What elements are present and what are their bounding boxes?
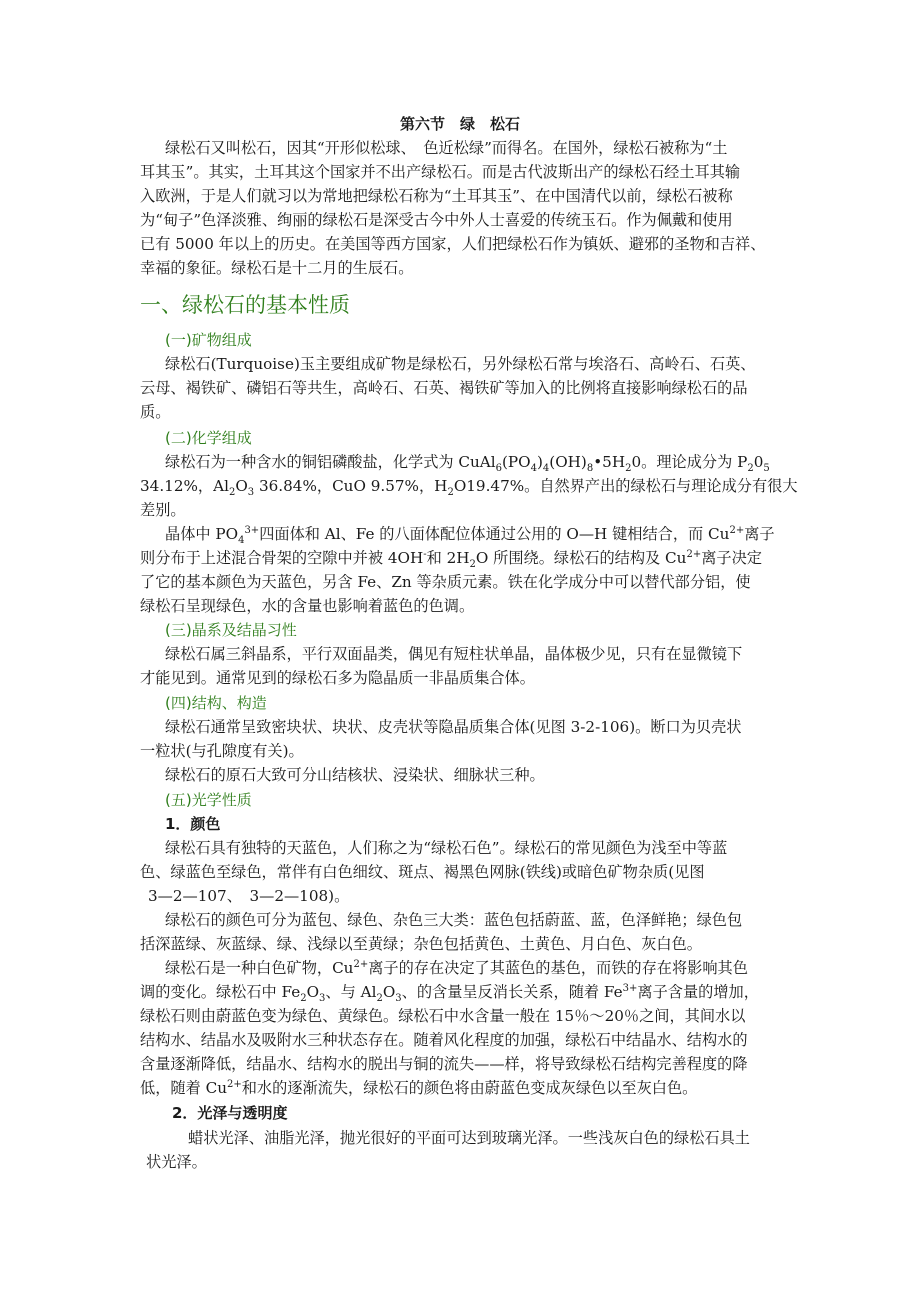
body-line: 绿松石的颜色可分为蓝包、绿色、杂色三大类：蓝色包括蔚蓝、蓝，色泽鲜艳；绿色包: [165, 911, 743, 929]
body-line: 色、绿蓝色至绿色，常伴有白色细纹、斑点、褐黑色网脉(铁线)或暗色矿物杂质(见图: [140, 863, 705, 881]
formula-line: 绿松石为一种含水的铜铝磷酸盐，化学式为 $CuAl_6(PO_4)_4(OH)_8•5H_20$。理论成分为 $P_20_5$: [165, 453, 770, 475]
body-line: 才能见到。通常见到的绿松石多为隐晶质一非晶质集合体。: [140, 669, 535, 687]
body-line: 绿松石(Turquoise)玉主要组成矿物是绿松石，另外绿松石常与埃洛石、高岭石、石英、: [165, 355, 756, 373]
body-line: 差别。: [140, 501, 186, 519]
body-line: 云母、褐铁矿、磷铝石等共生，高岭石、石英、褐铁矿等加入的比例将直接影响绿松石的品: [140, 379, 748, 397]
item-title-luster: 2．光泽与透明度: [172, 1104, 288, 1122]
body-line: 一粒状(与孔隙度有关)。: [140, 742, 304, 760]
subsection-title: (一)矿物组成: [165, 331, 252, 349]
body-line: 绿松石通常呈致密块状、块状、皮壳状等隐晶质集合体(见图 3-2-106)。断口为贝壳状: [165, 718, 742, 736]
body-line: 绿松石具有独特的天蓝色，人们称之为“绿松石色”。绿松石的常见颜色为浅至中等蓝: [165, 839, 728, 857]
subsection-title: (五)光学性质: [165, 791, 252, 809]
intro-line: 为“甸子”色泽淡雅、绚丽的绿松石是深受古今中外人士喜爱的传统玉石。作为佩戴和使用: [140, 211, 733, 229]
intro-line: 入欧洲，于是人们就习以为常地把绿松石称为“土耳其玉”、在中国清代以前，绿松石被称: [140, 187, 733, 205]
body-line: 含量逐渐降低，结晶水、结构水的脱出与铜的流失——样，将导致绿松石结构完善程度的降: [140, 1055, 748, 1073]
section-title: 第六节 绿 松石: [400, 115, 521, 133]
body-line: 绿松石则由蔚蓝色变为绿色、黄绿色。绿松石中水含量一般在 15％～20％之间，其间水以: [140, 1007, 746, 1025]
body-line: 低，随着 $Cu^{2+}$和水的逐渐流失，绿松石的颜色将由蔚蓝色变成灰绿色以至灰白色。: [140, 1078, 698, 1097]
body-line: 绿松石是一种白色矿物，$Cu^{2+}$离子的存在决定了其蓝色的基色，而铁的存在将影响其色: [165, 958, 748, 977]
body-line: 括深蓝绿、灰蓝绿、绿、浅绿以至黄绿；杂色包括黄色、土黄色、月白色、灰白色。: [140, 935, 702, 953]
body-line: 蜡状光泽、油脂光泽，抛光很好的平面可达到玻璃光泽。一些浅灰白色的绿松石具土: [188, 1129, 750, 1147]
body-line: 绿松石呈现绿色，水的含量也影响着蓝色的色调。: [140, 597, 475, 615]
subsection-title: (二)化学组成: [165, 429, 252, 447]
body-line: 了它的基本颜色为天蓝色，另含 Fe、Zn 等杂质元素。铁在化学成分中可以替代部分铝，使: [140, 573, 751, 591]
body-line: 状光泽。: [146, 1153, 207, 1171]
subsection-title: (三)晶系及结晶习性: [165, 621, 297, 639]
body-line: 3—2—107、 3—2—108)。: [148, 887, 350, 905]
subsection-title: (四)结构、构造: [165, 694, 267, 712]
intro-line: 耳其玉”。其实，土耳其这个国家并不出产绿松石。而是古代波斯出产的绿松石经土耳其输: [140, 163, 741, 181]
intro-line: 幸福的象征。绿松石是十二月的生辰石。: [140, 259, 414, 277]
item-title-color: 1．颜色: [165, 815, 221, 833]
heading-basic-properties: 一、绿松石的基本性质: [140, 293, 350, 317]
intro-line: 绿松石又叫松石，因其“开形似松球、 色近松绿”而得名。在国外，绿松石被称为“土: [165, 139, 728, 157]
body-line: 质。: [140, 403, 171, 421]
body-line: 调的变化。绿松石中 $Fe_2O_3$、与 $Al_2O_3$、的含量呈反消长关系，随着 $Fe^{3+}$离子含量的增加，: [140, 982, 759, 1005]
body-line: 结构水、结晶水及吸附水三种状态存在。随着风化程度的加强，绿松石中结晶水、结构水的: [140, 1031, 748, 1049]
body-line: 则分布于上述混合骨架的空隙中并被 4OH-和 $2H_2O$ 所围绕。绿松石的结构及 $Cu^{2+}$离子决定: [140, 548, 762, 571]
intro-line: 已有 5000 年以上的历史。在美国等西方国家，人们把绿松石作为镇妖、避邪的圣物和吉祥、: [140, 235, 766, 253]
body-line: 绿松石属三斜晶系，平行双面晶类，偶见有短柱状单晶，晶体极少见，只有在显微镜下: [165, 645, 743, 663]
body-line: 绿松石的原石大致可分山结核状、浸染状、细脉状三种。: [165, 766, 545, 784]
body-line: 晶体中 $PO_4^{3+}$四面体和 Al、Fe 的八面体配位体通过公用的 O—H 键相结合，而 $Cu^{2+}$离子: [165, 524, 775, 547]
composition-line: 34.12%，$Al_2O_3$ 36.84%，CuO 9.57%，$H_2O19.47\%$。自然界产出的绿松石与理论成分有很大: [140, 477, 798, 499]
